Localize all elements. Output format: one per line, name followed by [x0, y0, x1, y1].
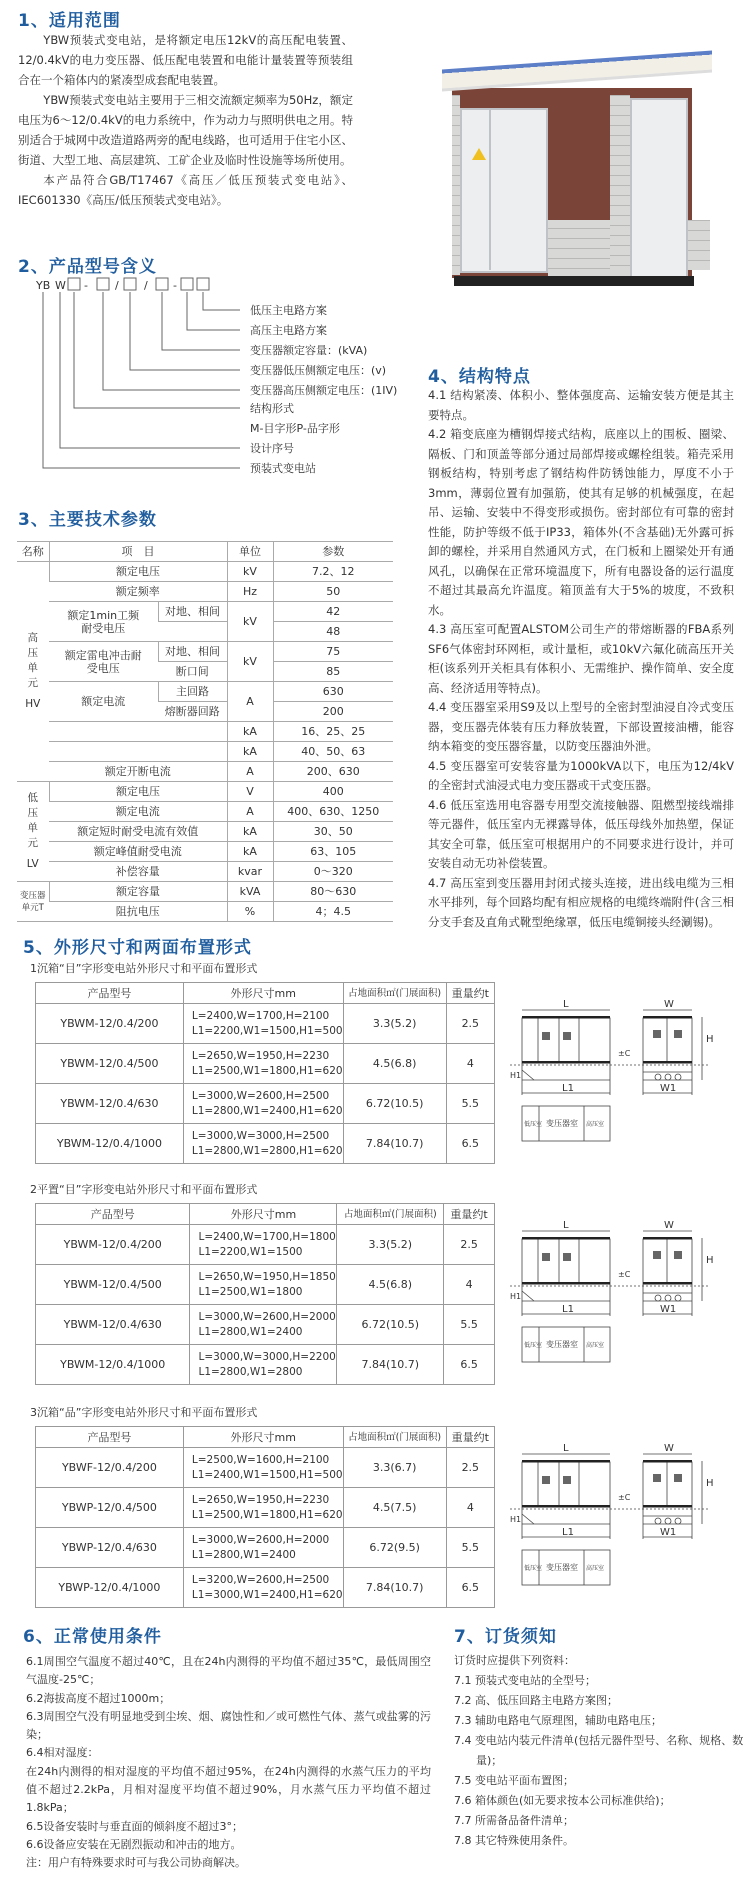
- code-label: 结构形式: [250, 402, 294, 415]
- unit: kvar: [227, 862, 273, 882]
- dim-line: L=3000,W=3000,H=2500: [191, 1129, 330, 1142]
- model-cell: YBWM-12/0.4/200: [36, 1004, 184, 1044]
- value: 7.2、12: [273, 562, 393, 582]
- value: 48: [273, 622, 393, 642]
- dim-label: ±C: [618, 1493, 631, 1502]
- item: 额定电压: [49, 562, 227, 582]
- section-6-body: [26, 1653, 431, 1873]
- dim-label: W1: [660, 1304, 677, 1315]
- weight-cell: 4: [444, 1265, 495, 1305]
- unit: kA: [227, 722, 273, 742]
- order-item: 7.4 变电站内装元件清单(包括元器件型号、名称、规格、数量)；: [454, 1734, 744, 1767]
- area-cell: 6.72(10.5): [343, 1084, 446, 1124]
- dim-line: L1=2200,W1=1500: [198, 1245, 303, 1258]
- code-w: W: [55, 279, 66, 292]
- table-row: [17, 822, 393, 842]
- sub-item: 断口间: [158, 662, 227, 682]
- dim-label: L1: [562, 1527, 574, 1538]
- header-cell: 产品型号: [36, 983, 184, 1004]
- model-cell: YBWM-12/0.4/630: [36, 1084, 184, 1124]
- dim-line: L1=2500,W1=1800,H1=620: [191, 1508, 343, 1521]
- dim-line: L=2400,W=1700,H=1800: [198, 1230, 336, 1243]
- dim-label: H: [706, 1478, 714, 1489]
- dim-label: L: [563, 1220, 569, 1231]
- room-label: 低压室: [524, 1342, 543, 1349]
- dim-line: L1=2800,W1=2400: [191, 1548, 296, 1561]
- hv-unit-cell: [17, 562, 49, 782]
- code-label: 变压器高压侧额定电压：(1IV): [250, 384, 398, 397]
- dim-label: L1: [562, 1304, 574, 1315]
- order-item: 7.6 箱体颜色(如无要求按本公司标准供给)；: [454, 1794, 671, 1807]
- value: 16、25、25: [273, 722, 393, 742]
- table-row: [36, 1305, 495, 1345]
- header-cell: 占地面积㎡(门展面积): [343, 983, 446, 1004]
- weight-cell: 2.5: [446, 1448, 494, 1488]
- dim-line: L1=2500,W1=1800,H1=620: [191, 1064, 343, 1077]
- dimensions-cell: [190, 1305, 337, 1345]
- value: 42: [273, 602, 393, 622]
- area-cell: 7.84(10.7): [343, 1124, 446, 1164]
- sub-item: 对地、相间: [158, 602, 227, 622]
- item: 额定雷电冲击耐受电压: [49, 642, 158, 682]
- table-row: [36, 1044, 495, 1084]
- table-row: [17, 802, 393, 822]
- room-label: 低压室: [524, 1565, 543, 1572]
- layout-subtitle: 1沉箱“目”字形变电站外形尺寸和平面布置形式: [30, 962, 258, 975]
- code-label: 预装式变电站: [250, 462, 316, 475]
- condition-item: 在24h内测得的相对湿度的平均值不超过95%，在24h内测得的水蒸气压力的平均值不超过2.2kPa，月相对湿度平均值不超过90%，月水蒸气压力平均值不超过1.8kPa；: [26, 1764, 431, 1815]
- dim-line: L=3000,W=2600,H=2000: [198, 1310, 336, 1323]
- condition-item: 6.3周围空气没有明显地受到尘埃、烟、腐蚀性和／或可燃性气体、蒸气或盐雾的污染；: [26, 1709, 431, 1742]
- condition-item: 6.2海拔高度不超过1000m；: [26, 1691, 171, 1705]
- dim-line: L=2650,W=1950,H=1850: [198, 1270, 336, 1283]
- area-cell: 3.3(5.2): [337, 1225, 444, 1265]
- value: 85: [273, 662, 393, 682]
- layout-subtitle: 2平置“目”字形变电站外形尺寸和平面布置形式: [30, 1183, 258, 1196]
- table-row: [17, 762, 393, 782]
- feature-item: 4.3 高压室可配置ALSTOM公司生产的带熔断器的FBA系列SF6气体密封环网柜，或计量柜，或10kV六氟化硫高压开关柜(该系列开关柜具有体积小、无需维护、操作简单、安全度高、经济适用等特点)。: [428, 622, 734, 695]
- paragraph: YBW预装式变电站，是将额定电压12kV的高压配电装置、12/0.4kV的电力变压器、低压配电装置和电能计量装置等预装组合在一个箱体内的紧凑型成套配电装置。: [18, 33, 353, 87]
- section-7-title: 7、订货须知: [454, 1627, 557, 1647]
- header-cell: 产品型号: [36, 1204, 190, 1225]
- item: 阻抗电压: [49, 902, 227, 922]
- header-cell: 项 目: [49, 542, 227, 562]
- weight-cell: 6.5: [444, 1345, 495, 1385]
- item: 额定短时耐受电流有效值: [49, 822, 227, 842]
- layout-diagram: [510, 980, 750, 1150]
- table-row: [17, 882, 393, 902]
- feature-item: 4.1 结构紧凑、体积小、整体强度高、运输安装方便是其主要特点。: [428, 388, 734, 422]
- table-row: [17, 602, 393, 622]
- value: 0～320: [273, 862, 393, 882]
- note: 注：用户有特殊要求时可与我公司协商解决。: [26, 1856, 246, 1870]
- dim-label: L1: [562, 1083, 574, 1094]
- area-cell: 6.72(9.5): [343, 1528, 446, 1568]
- table-row: [17, 582, 393, 602]
- dim-line: L=2500,W=1600,H=2100: [191, 1453, 330, 1466]
- dim-line: L1=2500,W1=1800: [198, 1285, 303, 1298]
- order-item: 7.8 其它特殊使用条件。: [454, 1834, 574, 1847]
- room-label: 高压室: [586, 1565, 605, 1572]
- section-7-body: [454, 1651, 744, 1851]
- weight-cell: 5.5: [444, 1305, 495, 1345]
- dim-label: W1: [660, 1527, 677, 1538]
- section-4-body: [428, 386, 734, 932]
- table-row: [36, 1084, 495, 1124]
- room-label: 低压室: [524, 1121, 543, 1128]
- spec-table: [17, 541, 393, 922]
- dim-line: L1=3000,W1=2400,H1=620: [191, 1588, 343, 1601]
- value: 75: [273, 642, 393, 662]
- dim-line: L=2400,W=1700,H=2100: [191, 1009, 330, 1022]
- room-label: 变压器室: [546, 1119, 578, 1128]
- weight-cell: 5.5: [446, 1528, 494, 1568]
- table-row: [17, 562, 393, 582]
- dimensions-cell: [183, 1448, 343, 1488]
- warning-sign-icon: [472, 148, 486, 160]
- room-label: 变压器室: [546, 1563, 578, 1572]
- substation-photo: [430, 50, 720, 300]
- feature-item: 4.7 高压室到变压器用封闭式接头连接，进出线电缆为三相水平排列，每个回路均配有相应规格的电缆终端附件(含三相分支手套及直角式靴型绝缘罩，低压电缆铜接头经涮锡)。: [428, 875, 734, 929]
- weight-cell: 2.5: [446, 1004, 494, 1044]
- weight-cell: 2.5: [444, 1225, 495, 1265]
- code-label: M-目字形P-品字形: [250, 422, 340, 435]
- model-cell: YBWM-12/0.4/1000: [36, 1345, 190, 1385]
- value: 200: [273, 702, 393, 722]
- dim-label: H1: [510, 1292, 522, 1301]
- dim-label: W: [664, 1220, 674, 1231]
- header-cell: 产品型号: [36, 1427, 184, 1448]
- model-cell: YBWM-12/0.4/1000: [36, 1124, 184, 1164]
- model-code-diagram: [0, 270, 420, 480]
- table-header: [36, 1204, 495, 1225]
- paragraph: 本产品符合GB/T17467《高压／低压预装式变电站》、IEC601330《高压/低压预装式变电站》。: [18, 173, 353, 207]
- value: 80～630: [273, 882, 393, 902]
- section-6-title: 6、正常使用条件: [23, 1627, 162, 1647]
- unit-code: HV: [25, 698, 41, 710]
- unit: kVA: [227, 882, 273, 902]
- weight-cell: 6.5: [446, 1124, 494, 1164]
- unit: A: [227, 762, 273, 782]
- item: 补偿容量: [49, 862, 227, 882]
- section-3-title: 3、主要技术参数: [18, 510, 157, 530]
- dim-line: L=3000,W=3000,H=2200: [198, 1350, 336, 1363]
- order-item: 7.3 辅助电路电气原理图，辅助电路电压；: [454, 1714, 662, 1727]
- dimensions-cell: [190, 1265, 337, 1305]
- table-row: [36, 1528, 495, 1568]
- weight-cell: 6.5: [446, 1568, 494, 1608]
- item: 额定电压: [49, 782, 227, 802]
- header-cell: 名称: [17, 542, 49, 562]
- dim-line: L1=2400,W1=1500,H1=500: [191, 1468, 343, 1481]
- model-cell: YBWP-12/0.4/500: [36, 1488, 184, 1528]
- table-row: [17, 722, 393, 742]
- section-5-title: 5、外形尺寸和两面布置形式: [23, 938, 252, 958]
- dimensions-cell: [190, 1225, 337, 1265]
- dim-label: ±C: [618, 1049, 631, 1058]
- transformer-unit-cell: 变压器单元T: [17, 882, 49, 922]
- code-yb: YB: [36, 279, 51, 292]
- unit: kA: [227, 822, 273, 842]
- dim-label: W: [664, 999, 674, 1010]
- section-4-title: 4、结构特点: [428, 367, 531, 387]
- dim-line: L1=2800,W1=2400: [198, 1325, 303, 1338]
- code-sep: -: [173, 279, 177, 292]
- model-cell: YBWF-12/0.4/200: [36, 1448, 184, 1488]
- value: 630: [273, 682, 393, 702]
- unit: kA: [227, 842, 273, 862]
- table-row: [17, 642, 393, 662]
- header-cell: 重量约t: [446, 983, 494, 1004]
- dim-line: L1=2800,W1=2400,H1=620: [191, 1104, 343, 1117]
- area-cell: 7.84(10.7): [343, 1568, 446, 1608]
- dim-line: L1=2200,W1=1500,H1=500: [191, 1024, 343, 1037]
- unit: A: [227, 682, 273, 722]
- code-sep: /: [144, 279, 148, 292]
- table-row: [36, 1448, 495, 1488]
- header-cell: 外形尺寸mm: [190, 1204, 337, 1225]
- dimensions-cell: [183, 1084, 343, 1124]
- code-label: 高压主电路方案: [250, 324, 327, 337]
- dim-line: L=3200,W=2600,H=2500: [191, 1573, 330, 1586]
- model-cell: YBWM-12/0.4/500: [36, 1265, 190, 1305]
- dim-label: ±C: [618, 1270, 631, 1279]
- sub-item: 主回路: [158, 682, 227, 702]
- value: 50: [273, 582, 393, 602]
- item: 额定电流: [49, 682, 158, 722]
- table-row: [36, 1004, 495, 1044]
- code-sep: -: [84, 279, 88, 292]
- sub-item: 对地、相间: [158, 642, 227, 662]
- room-label: 变压器室: [546, 1340, 578, 1349]
- value: 200、630: [273, 762, 393, 782]
- section-1-body: [18, 30, 353, 210]
- unit: kV: [227, 602, 273, 642]
- table-header: [36, 983, 495, 1004]
- condition-item: 6.4相对湿度：: [26, 1746, 99, 1760]
- dimensions-cell: [183, 1488, 343, 1528]
- weight-cell: 5.5: [446, 1084, 494, 1124]
- unit: %: [227, 902, 273, 922]
- model-cell: YBWM-12/0.4/500: [36, 1044, 184, 1084]
- header-cell: 重量约t: [444, 1204, 495, 1225]
- order-item: 7.1 预装式变电站的全型号；: [454, 1674, 596, 1687]
- order-intro: 订货时应提供下列资料：: [454, 1654, 575, 1667]
- code-label: 变压器低压侧额定电压：(v): [250, 364, 387, 377]
- dimension-table: [35, 1203, 495, 1385]
- value: 30、50: [273, 822, 393, 842]
- value: 63、105: [273, 842, 393, 862]
- section-1-title: 1、适用范围: [18, 11, 121, 31]
- table-row: [36, 1225, 495, 1265]
- item: 额定电流: [49, 802, 227, 822]
- dim-label: H1: [510, 1515, 522, 1524]
- area-cell: 6.72(10.5): [337, 1305, 444, 1345]
- header-cell: 重量约t: [446, 1427, 494, 1448]
- roof: [442, 51, 712, 92]
- table-row: [36, 1488, 495, 1528]
- table-row: [36, 1345, 495, 1385]
- model-cell: YBWM-12/0.4/630: [36, 1305, 190, 1345]
- item: 额定开断电流: [49, 762, 227, 782]
- unit-name: 高压单元: [27, 632, 38, 689]
- area-cell: 3.3(5.2): [343, 1004, 446, 1044]
- header-cell: 占地面积㎡(门展面积): [343, 1427, 446, 1448]
- header-cell: 参数: [273, 542, 393, 562]
- condition-item: 6.5设备安装时与垂直面的倾斜度不超过3°；: [26, 1819, 243, 1833]
- code-sep: /: [115, 279, 119, 292]
- unit: kV: [227, 562, 273, 582]
- dim-label: H: [706, 1255, 714, 1266]
- model-cell: YBWM-12/0.4/200: [36, 1225, 190, 1265]
- table-row: [36, 1568, 495, 1608]
- weight-cell: 4: [446, 1044, 494, 1084]
- section-2-title: 2、产品型号含义: [18, 257, 157, 277]
- table-row: [36, 1265, 495, 1305]
- dim-label: L: [563, 1443, 569, 1454]
- layout-subtitle: 3沉箱“品”字形变电站外形尺寸和平面布置形式: [30, 1406, 258, 1419]
- unit: A: [227, 802, 273, 822]
- hv-door: [460, 108, 548, 273]
- feature-item: 4.6 低压室选用电容器专用型交流接触器、阻燃型接线端排等元器件，低压室内无裸露导体，低压母线外加热塑，保证其安全可靠，低压室可根据用户的不同要求进行设计，并可安装自动无功补偿装置。: [428, 797, 734, 870]
- area-cell: 4.5(7.5): [343, 1488, 446, 1528]
- condition-item: 6.1周围空气温度不超过40℃，且在24h内测得的平均值不超过35℃，最低周围空气温度-25℃；: [26, 1655, 431, 1687]
- dim-line: L=3000,W=2600,H=2000: [191, 1533, 330, 1546]
- dim-line: L1=2800,W1=2800,H1=620: [191, 1144, 343, 1157]
- order-item: 7.7 所需备品备件清单；: [454, 1814, 574, 1827]
- dimensions-cell: [183, 1568, 343, 1608]
- dim-label: H: [706, 1034, 714, 1045]
- table-header: [17, 542, 393, 562]
- base: [454, 276, 694, 286]
- unit: V: [227, 782, 273, 802]
- dimension-table: [35, 982, 495, 1164]
- dimensions-cell: [183, 1528, 343, 1568]
- header-cell: 外形尺寸mm: [183, 983, 343, 1004]
- room-label: 高压室: [586, 1342, 605, 1349]
- area-cell: 3.3(6.7): [343, 1448, 446, 1488]
- layout-diagram: [510, 1424, 750, 1594]
- table-row: [17, 862, 393, 882]
- code-label: 变压器额定容量：(kVA): [250, 344, 368, 357]
- dimensions-cell: [183, 1004, 343, 1044]
- table-row: [17, 742, 393, 762]
- header-cell: 单位: [227, 542, 273, 562]
- dim-label: H1: [510, 1071, 522, 1080]
- unit-name: 低压单元: [27, 792, 38, 849]
- unit: Hz: [227, 582, 273, 602]
- value: 40、50、63: [273, 742, 393, 762]
- order-item: 7.2 高、低压回路主电路方案图；: [454, 1694, 618, 1707]
- area-cell: 7.84(10.7): [337, 1345, 444, 1385]
- paragraph: YBW预装式变电站主要用于三相交流额定频率为50Hz，额定电压为6～12/0.4kV的电力系统中，作为动力与照明供电之用。特别适合于城网中改造道路两旁的配电线路，也可适用于住宅小区、街道、大型工地、高层建筑、工矿企业及临时性设施等场所使用。: [18, 93, 353, 167]
- feature-item: 4.5 变压器室可安装容量为1000kVA以下，电压为12/4kV的全密封式油浸式电力变压器或干式变压器。: [428, 758, 734, 792]
- header-cell: 外形尺寸mm: [183, 1427, 343, 1448]
- condition-item: 6.6设备应安装在无剧烈振动和冲击的地方。: [26, 1837, 242, 1851]
- unit: kV: [227, 642, 273, 682]
- dimension-table: [35, 1426, 495, 1608]
- dim-line: L=3000,W=2600,H=2500: [191, 1089, 330, 1102]
- area-cell: 4.5(6.8): [343, 1044, 446, 1084]
- table-row: [17, 902, 393, 922]
- dim-line: L=2650,W=1950,H=2230: [191, 1049, 330, 1062]
- weight-cell: 4: [446, 1488, 494, 1528]
- dim-line: L=2650,W=1950,H=2230: [191, 1493, 330, 1506]
- table-row: [36, 1124, 495, 1164]
- dim-label: L: [563, 999, 569, 1010]
- table-header: [36, 1427, 495, 1448]
- dimensions-cell: [183, 1044, 343, 1084]
- item: 额定频率: [49, 582, 227, 602]
- value: 400: [273, 782, 393, 802]
- feature-item: 4.2 箱变底座为槽钢焊接式结构，底座以上的围板、圈梁、隔板、门和顶盖等部分通过局部焊接或螺栓组装。箱壳采用钢板结构，特别考虑了钢结构件防锈蚀能力，厚度不小于3mm，薄弱位置有加强筋，使其有足够的机械强度，在起吊、运输、安装中不得变形或损伤。密封部位有可靠的密封性能，防护等级不低于IP33，箱体外(不含基础)无外露可拆卸的螺栓，并采用自然通风方式，在门板和上圈梁处开有通风孔，以确保在正常环境温度下，所有电器设备的运行温度不超过其最高允许温度。箱顶盖有大于5%的坡度，不致积水。: [428, 427, 734, 617]
- layout-diagram: [510, 1201, 750, 1371]
- table-row: [17, 682, 393, 702]
- table-row: [17, 782, 393, 802]
- lv-unit-cell: [17, 782, 49, 882]
- value: 4；4.5: [273, 902, 393, 922]
- dim-label: W: [664, 1443, 674, 1454]
- model-cell: YBWP-12/0.4/1000: [36, 1568, 184, 1608]
- order-item: 7.5 变电站平面布置图；: [454, 1774, 574, 1787]
- table-row: [17, 842, 393, 862]
- value: 400、630、1250: [273, 802, 393, 822]
- header-cell: 占地面积㎡(门展面积): [337, 1204, 444, 1225]
- item: 额定1min工频耐受电压: [49, 602, 158, 642]
- code-label: 设计序号: [250, 442, 294, 455]
- room-label: 高压室: [586, 1121, 605, 1128]
- code-label: 低压主电路方案: [250, 304, 327, 317]
- unit: kA: [227, 742, 273, 762]
- dimensions-cell: [190, 1345, 337, 1385]
- item: 额定峰值耐受电流: [49, 842, 227, 862]
- sub-item: 熔断器回路: [158, 702, 227, 722]
- side-door: [630, 98, 688, 283]
- dim-label: W1: [660, 1083, 677, 1094]
- area-cell: 4.5(6.8): [337, 1265, 444, 1305]
- unit-code: LV: [26, 858, 39, 870]
- feature-item: 4.4 变压器室采用S9及以上型号的全密封型油浸自冷式变压器，变压器壳体装有压力释放装置，下部设置接油槽，能容纳本箱变的变压器容量，以防变压器油外泄。: [428, 700, 734, 753]
- dimensions-cell: [183, 1124, 343, 1164]
- item: 额定容量: [49, 882, 227, 902]
- model-cell: YBWP-12/0.4/630: [36, 1528, 184, 1568]
- dim-line: L1=2800,W1=2800: [198, 1365, 303, 1378]
